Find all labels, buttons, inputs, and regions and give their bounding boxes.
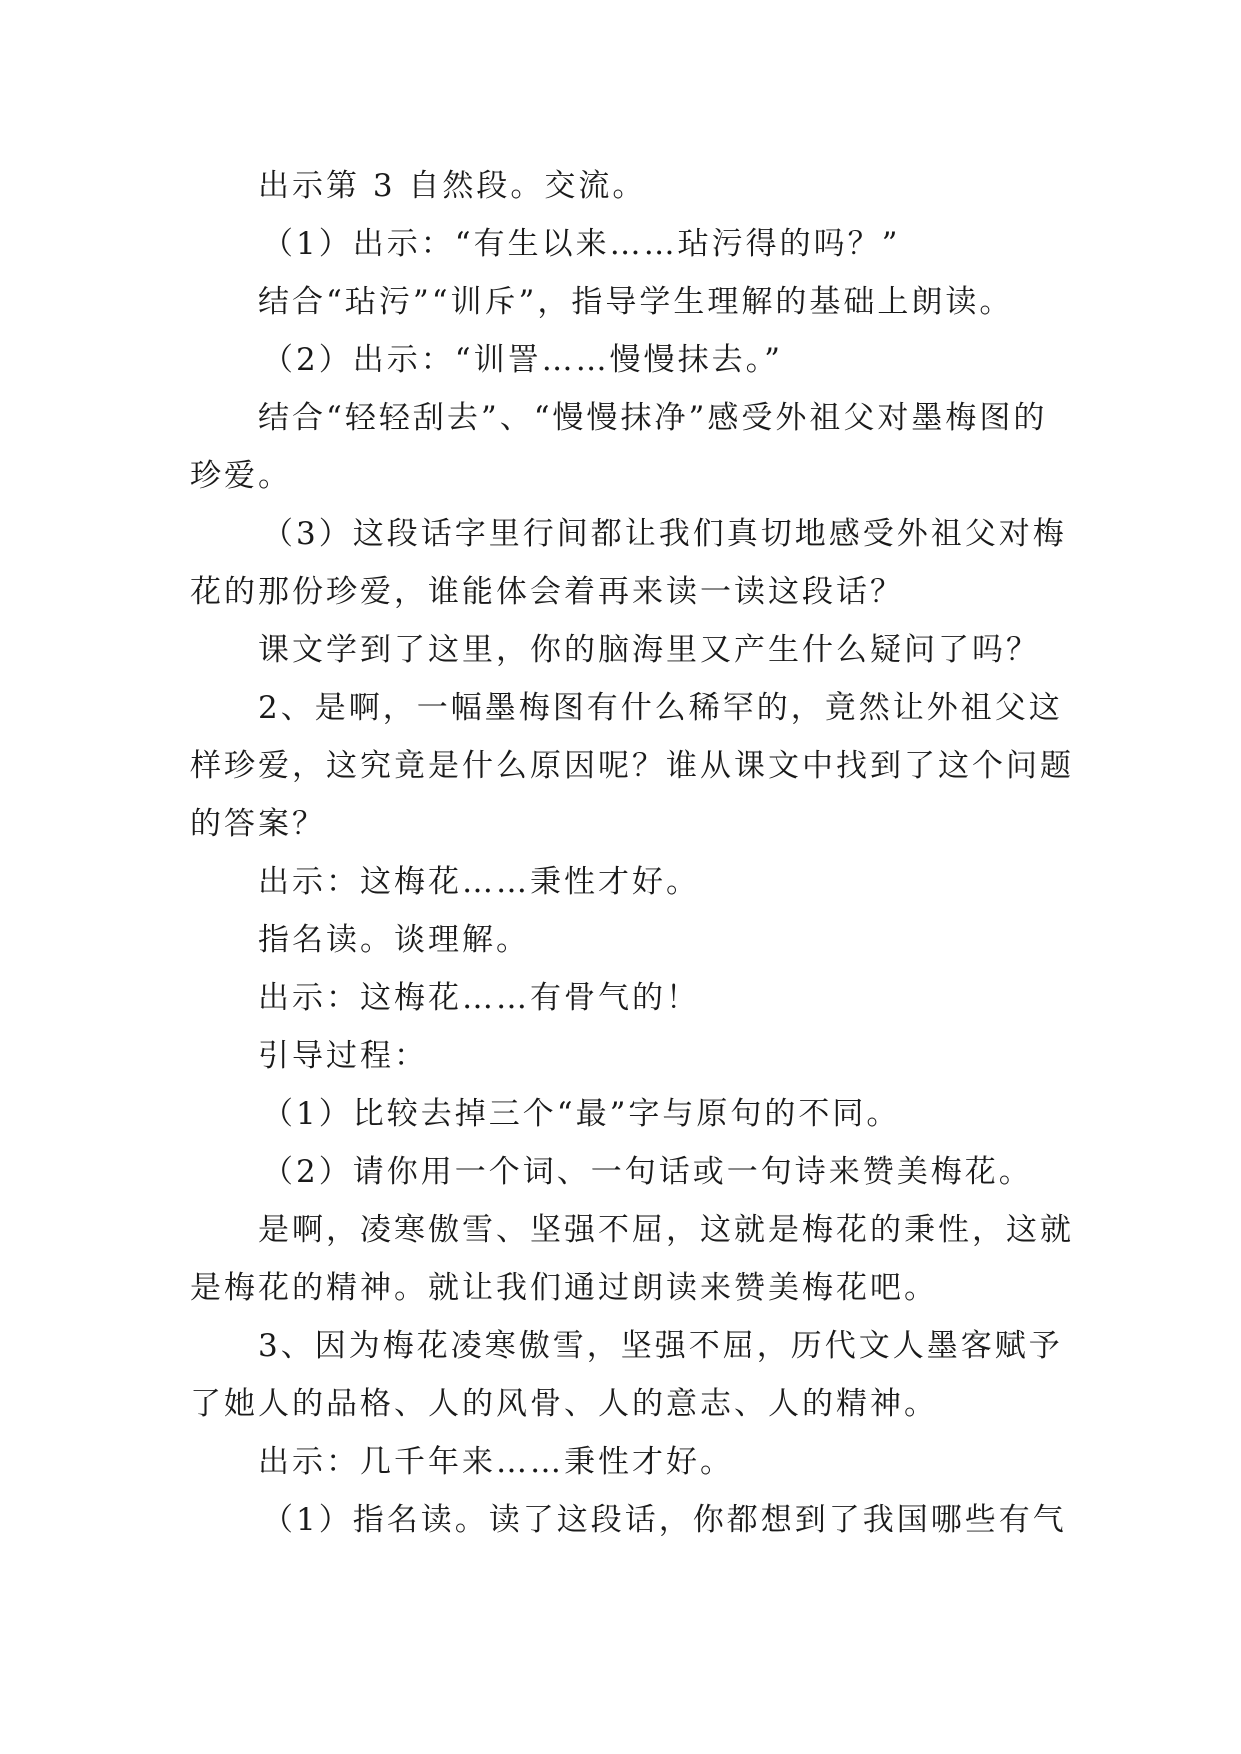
- paragraph-line: （2）出示：“训詈……慢慢抹去。”: [262, 342, 783, 378]
- paragraph-line: 出示第 3 自然段。交流。: [258, 168, 647, 204]
- paragraph-line: 出示：这梅花……有骨气的！: [258, 980, 700, 1016]
- paragraph-line: （2）请你用一个词、一句话或一句诗来赞美梅花。: [262, 1154, 1033, 1190]
- paragraph-line: 课文学到了这里，你的脑海里又产生什么疑问了吗？: [258, 632, 1040, 668]
- paragraph-line: 3、因为梅花凌寒傲雪，坚强不屈，历代文人墨客赋予: [258, 1328, 1063, 1364]
- paragraph-line: 是啊，凌寒傲雪、坚强不屈，这就是梅花的秉性，这就: [258, 1212, 1074, 1248]
- paragraph-line: （3）这段话字里行间都让我们真切地感受外祖父对梅: [262, 516, 1067, 552]
- paragraph-line: 珍爱。: [190, 458, 292, 494]
- paragraph-line: 花的那份珍爱，谁能体会着再来读一读这段话？: [190, 574, 904, 610]
- paragraph-line: （1）出示：“有生以来……玷污得的吗？”: [262, 226, 901, 262]
- paragraph-line: 指名读。谈理解。: [258, 922, 530, 958]
- paragraph-line: 2、是啊，一幅墨梅图有什么稀罕的，竟然让外祖父这: [258, 690, 1063, 726]
- paragraph-line: 引导过程：: [258, 1038, 428, 1074]
- paragraph-line: 是梅花的精神。就让我们通过朗读来赞美梅花吧。: [190, 1270, 938, 1306]
- paragraph-line: 出示：这梅花……秉性才好。: [258, 864, 700, 900]
- paragraph-line: 出示：几千年来……秉性才好。: [258, 1444, 734, 1480]
- paragraph-line: 的答案？: [190, 806, 326, 842]
- paragraph-line: （1）指名读。读了这段话，你都想到了我国哪些有气: [262, 1502, 1067, 1538]
- paragraph-line: 结合“轻轻刮去”、“慢慢抹净”感受外祖父对墨梅图的: [258, 400, 1048, 436]
- paragraph-line: 了她人的品格、人的风骨、人的意志、人的精神。: [190, 1386, 938, 1422]
- paragraph-line: （1）比较去掉三个“最”字与原句的不同。: [262, 1096, 901, 1132]
- paragraph-line: 结合“玷污”“训斥”，指导学生理解的基础上朗读。: [258, 284, 1014, 320]
- paragraph-line: 样珍爱，这究竟是什么原因呢？谁从课文中找到了这个问题: [190, 748, 1074, 784]
